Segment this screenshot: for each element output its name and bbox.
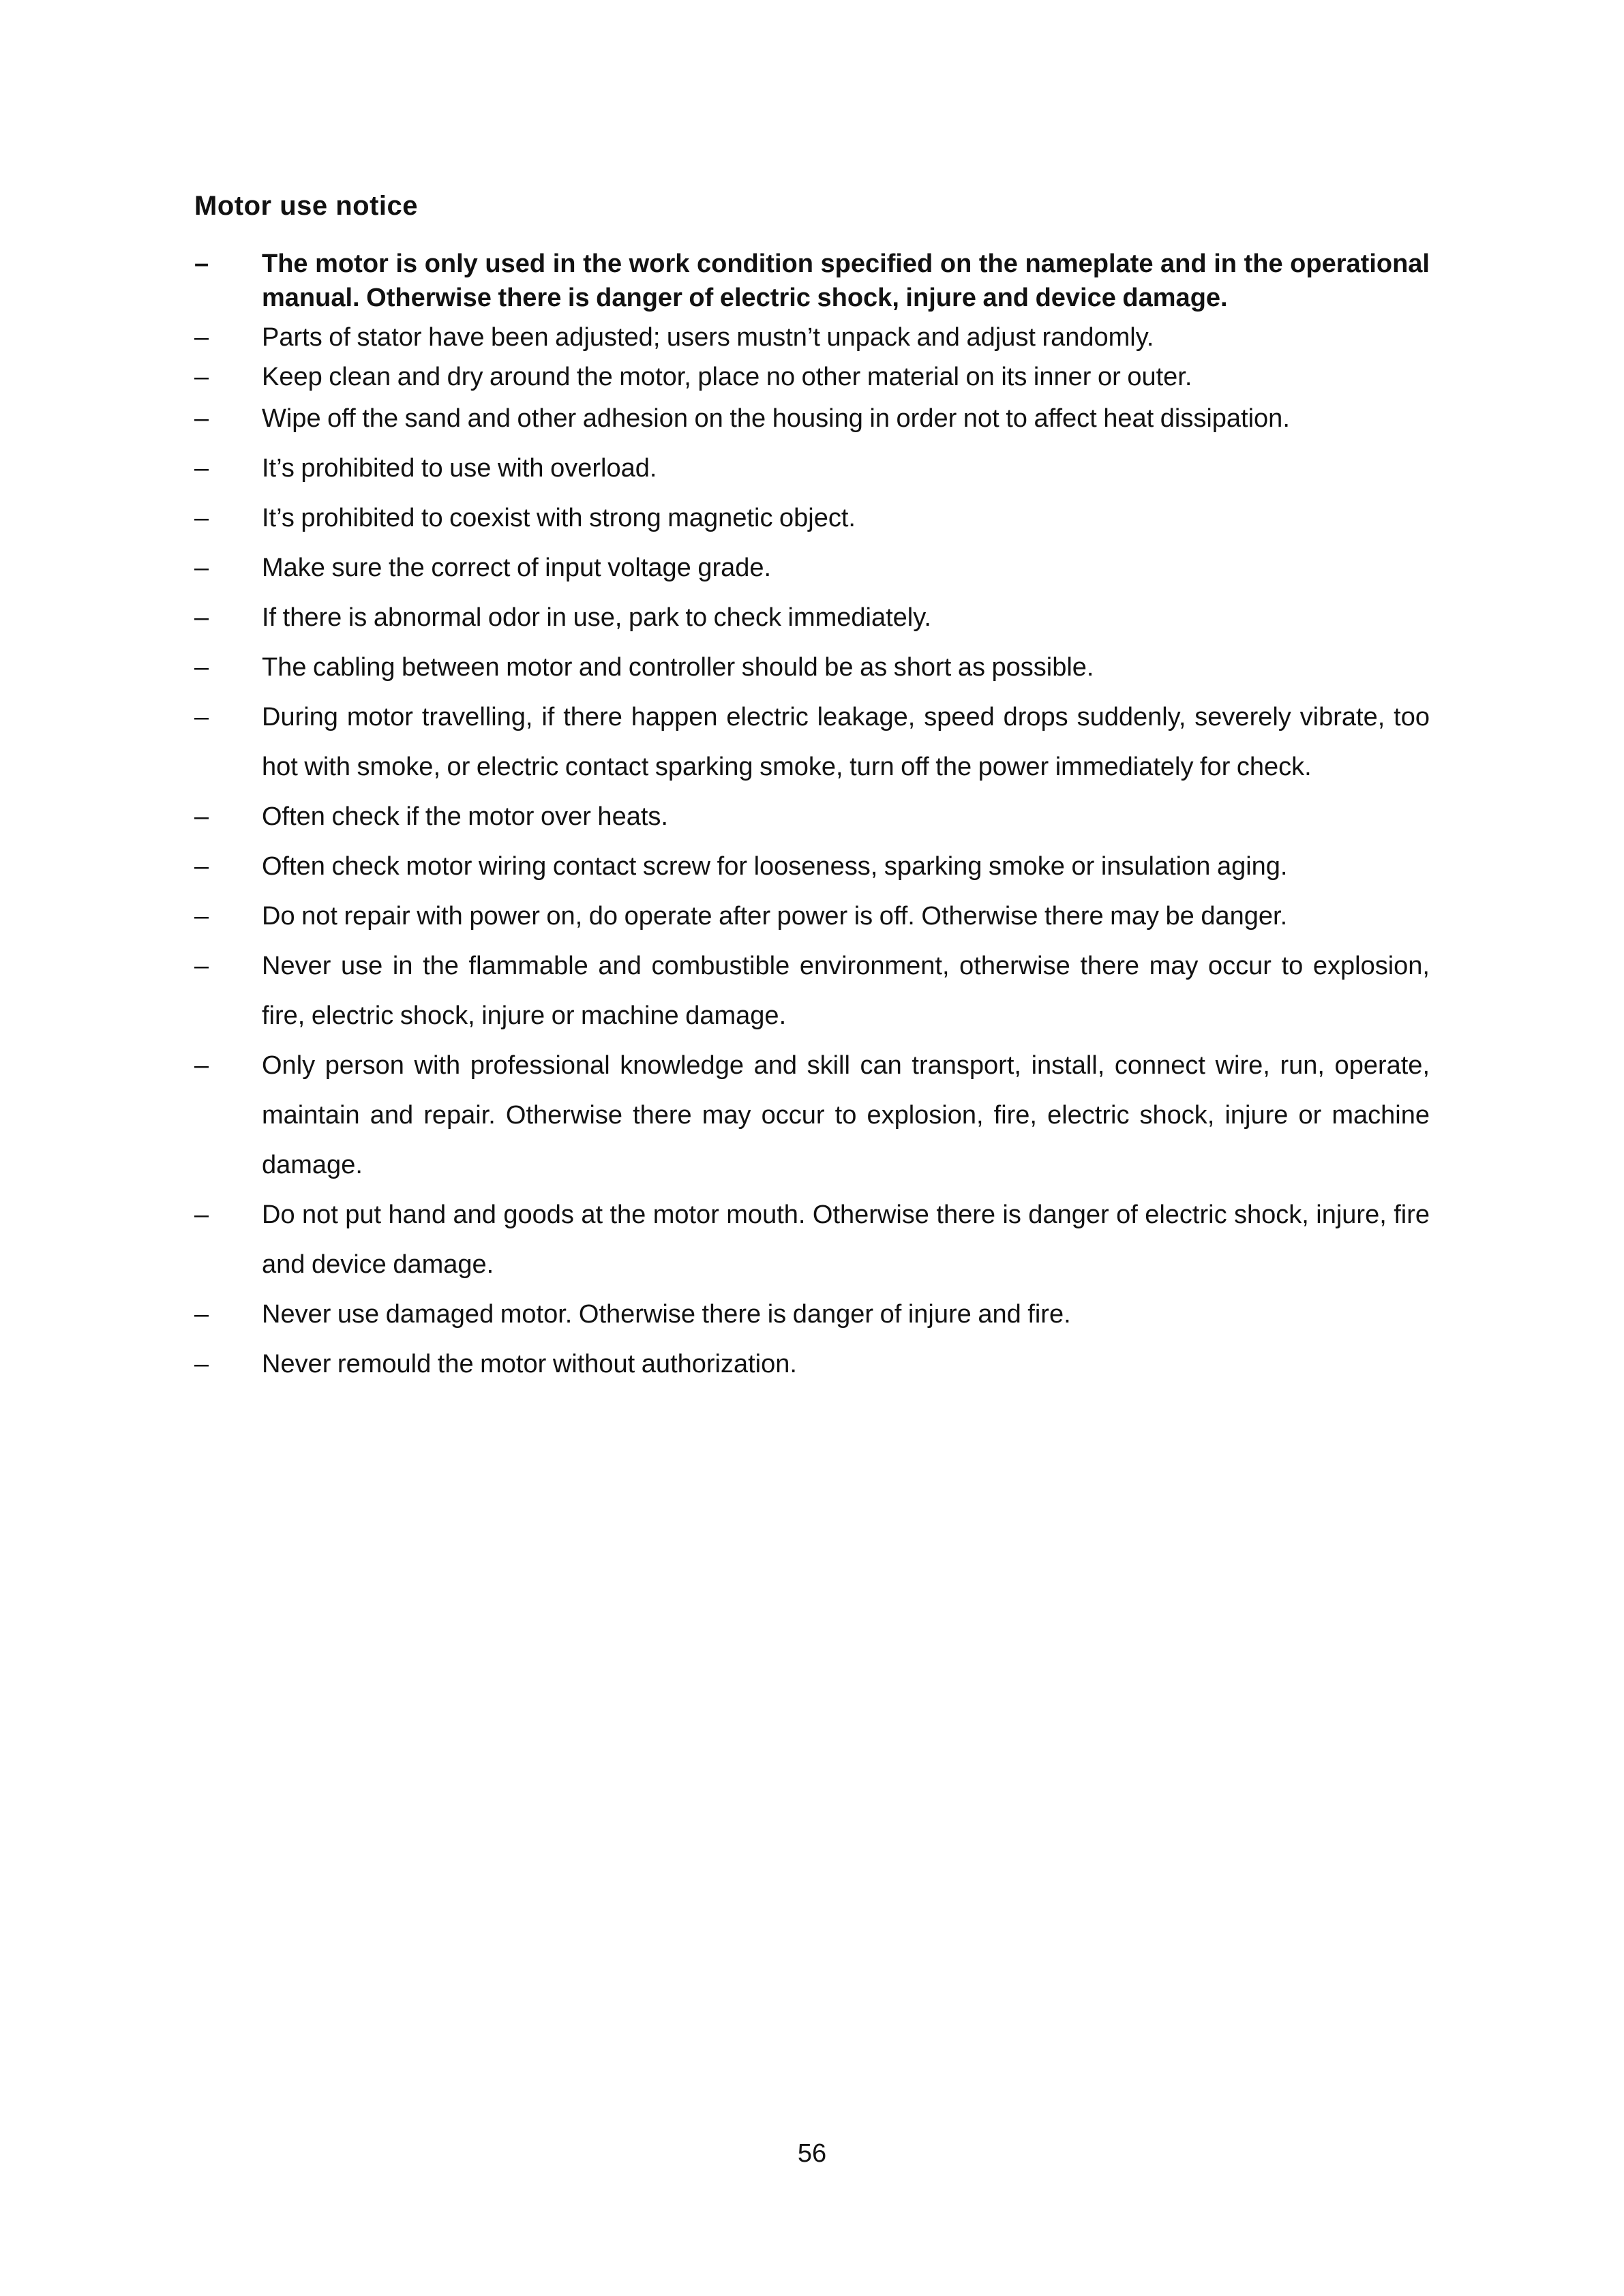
notice-text: The cabling between motor and controller should be as short as possible. [262, 653, 1094, 682]
bullet-dash: – [194, 603, 209, 632]
bullet-dash: – [194, 802, 209, 831]
bullet-dash: – [194, 454, 209, 483]
page-title: Motor use notice [194, 191, 419, 221]
notice-item [194, 494, 1430, 543]
bullet-dash: – [194, 504, 209, 532]
page-number: 56 [797, 2139, 827, 2168]
notice-text: Keep clean and dry around the motor, place no other material on its inner or outer. [262, 363, 1192, 391]
notice-item [194, 247, 1430, 315]
notice-item [194, 1340, 1430, 1389]
bullet-dash: – [194, 404, 209, 433]
bullet-dash: – [194, 363, 209, 391]
notice-item [194, 394, 1430, 444]
notice-item [194, 1041, 1430, 1190]
notice-item [194, 892, 1430, 941]
bullet-dash: – [194, 653, 209, 682]
notice-item [194, 1190, 1430, 1290]
notice-text: During motor travelling, if there happen electric leakage, speed drops suddenly, severely vibrate, too hot with smoke, or electric contact sparking smoke, turn off the power immediately for check. [262, 703, 1430, 781]
notice-text: Never use in the flammable and combustible environment, otherwise there may occur to explosion, fire, electric shock, injure or machine damage. [262, 952, 1430, 1030]
notice-text: Often check if the motor over heats. [262, 802, 668, 831]
bullet-dash: – [194, 1350, 209, 1378]
notice-item [194, 693, 1430, 792]
bullet-dash: – [194, 852, 209, 881]
notice-text: Only person with professional knowledge and skill can transport, install, connect wire, run, operate, maintain and repair. Otherwise there may occur to explosion, fire, electric shock, injure or machine damage. [262, 1051, 1430, 1179]
notice-text: Never use damaged motor. Otherwise there is danger of injure and fire. [262, 1300, 1071, 1329]
bullet-dash: – [194, 1200, 209, 1229]
notice-text: If there is abnormal odor in use, park to check immediately. [262, 603, 931, 632]
bullet-dash: – [194, 250, 209, 278]
notice-item [194, 593, 1430, 643]
notice-item [194, 941, 1430, 1041]
bullet-dash: – [194, 554, 209, 582]
notice-text: The motor is only used in the work condition specified on the nameplate and in the operational manual. Otherwise there is danger of electric shock, injure and device damage. [262, 250, 1430, 312]
notice-text: Do not repair with power on, do operate after power is off. Otherwise there may be danger. [262, 902, 1288, 931]
notice-text: It’s prohibited to coexist with strong magnetic object. [262, 504, 856, 532]
notice-text: Never remould the motor without authorization. [262, 1350, 797, 1378]
notice-text: Wipe off the sand and other adhesion on the housing in order not to affect heat dissipation. [262, 404, 1290, 433]
notice-item [194, 792, 1430, 842]
notice-item [194, 320, 1430, 354]
notice-list [194, 247, 1430, 1389]
notice-text: Do not put hand and goods at the motor mouth. Otherwise there is danger of electric shock, injure, fire and device damage. [262, 1200, 1430, 1279]
notice-text: Make sure the correct of input voltage grade. [262, 554, 772, 582]
notice-item [194, 643, 1430, 693]
notice-item [194, 543, 1430, 593]
notice-text: Parts of stator have been adjusted; users mustn’t unpack and adjust randomly. [262, 323, 1154, 352]
bullet-dash: – [194, 902, 209, 931]
bullet-dash: – [194, 703, 209, 731]
bullet-dash: – [194, 952, 209, 980]
page-content [194, 190, 1430, 1389]
notice-item [194, 1290, 1430, 1340]
notice-item [194, 360, 1430, 394]
notice-text: It’s prohibited to use with overload. [262, 454, 657, 483]
notice-item [194, 444, 1430, 494]
notice-item [194, 842, 1430, 892]
notice-text: Often check motor wiring contact screw for looseness, sparking smoke or insulation aging. [262, 852, 1288, 881]
bullet-dash: – [194, 323, 209, 352]
bullet-dash: – [194, 1300, 209, 1329]
bullet-dash: – [194, 1051, 209, 1080]
